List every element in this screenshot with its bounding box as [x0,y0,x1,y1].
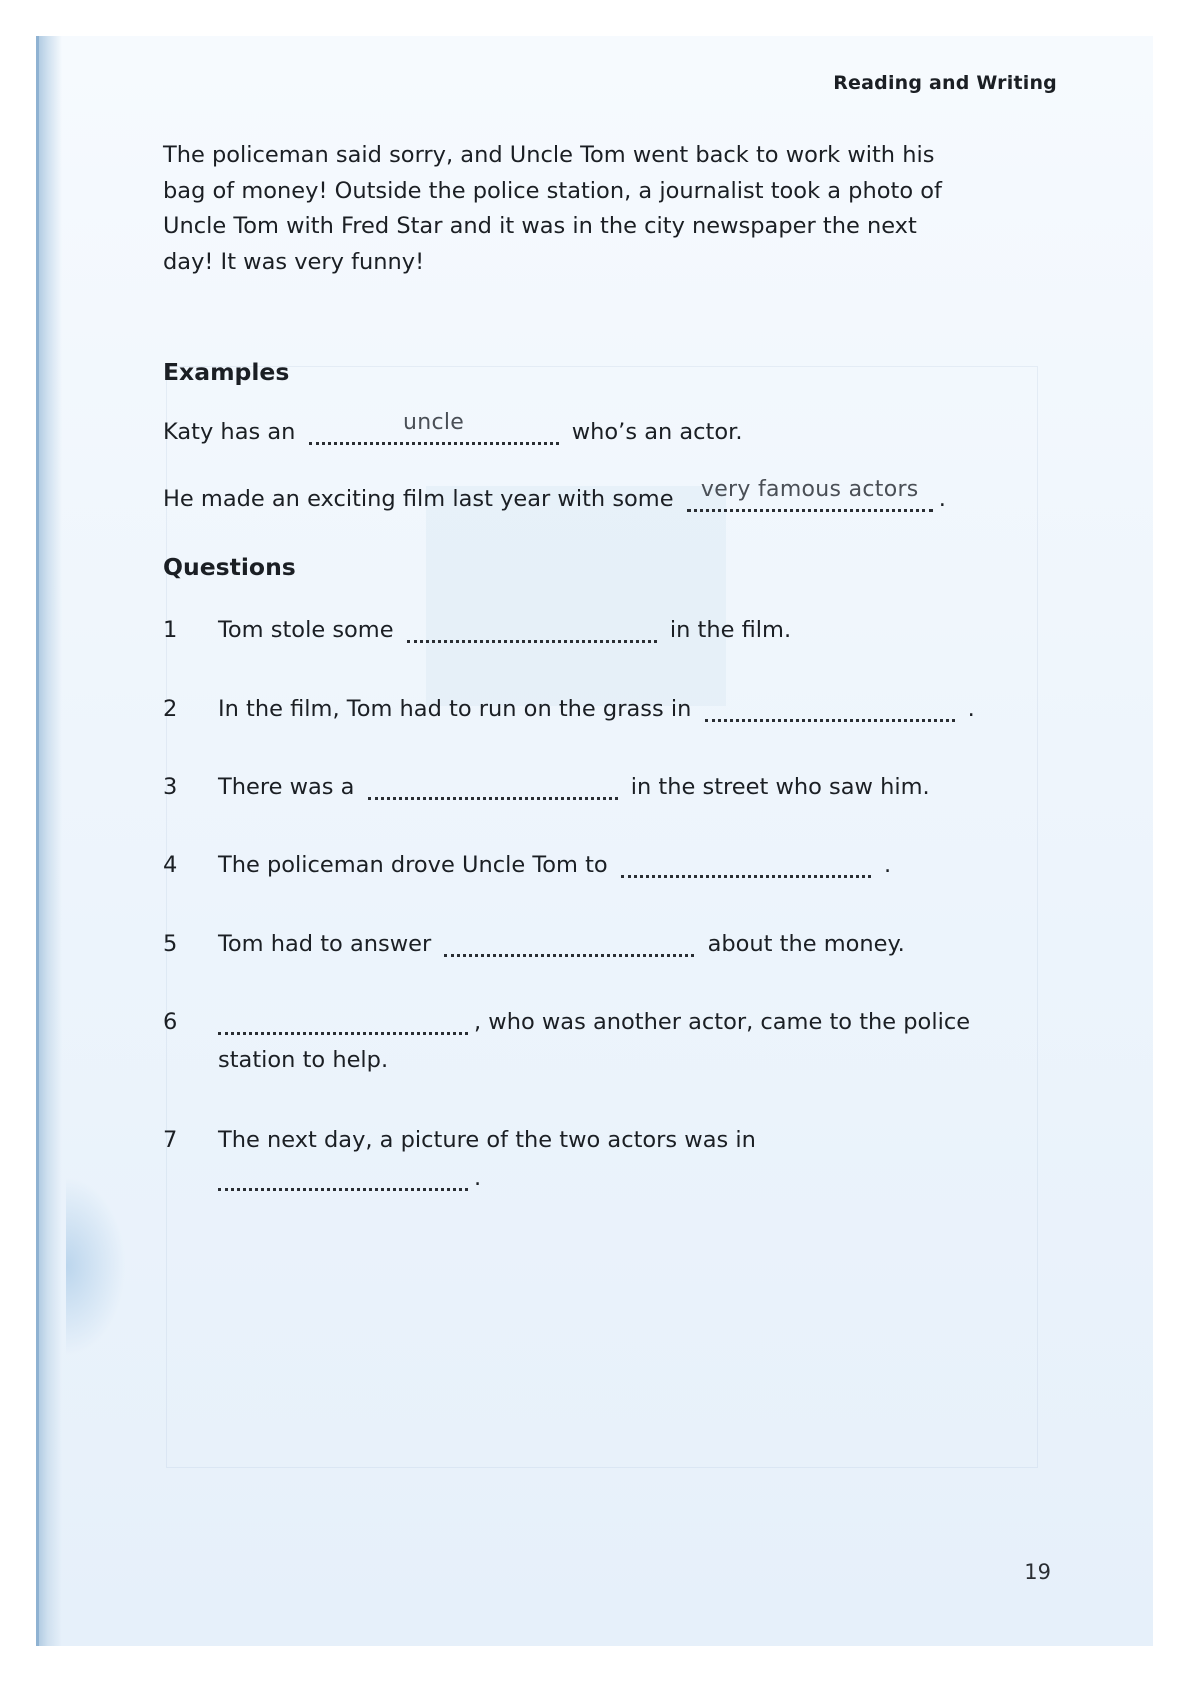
question-text [218,690,1018,728]
example-text-before: Katy has an [163,419,296,445]
answer-blank[interactable] [705,693,955,722]
workbook-page [36,36,1153,1646]
page-spine-shadow [36,36,62,1646]
question-text-before: The next day, a picture of the two actors was in [218,1127,756,1153]
question-text-before: Tom had to answer [218,931,432,957]
question-text-after: . [884,852,892,878]
story-line: Uncle Tom with Fred Star and it was in the city newspaper the next [163,213,917,239]
show-through-panel [426,486,726,706]
question-number: 2 [163,696,178,722]
example-item [163,410,743,447]
question-number: 5 [163,931,178,957]
example-answer-blank [309,410,559,445]
question-number: 3 [163,774,178,800]
question-number: 6 [163,1009,178,1035]
story-line: day! It was very funny! [163,248,425,275]
answer-blank[interactable] [407,614,657,643]
question-text [218,768,1018,806]
section-header: Reading and Writing [833,72,1057,94]
answer-blank[interactable] [218,1162,468,1191]
example-item [163,477,946,514]
question-text-after: in the street who saw him. [630,774,930,800]
question-text [218,1121,1018,1197]
question-text-after: . [967,696,975,722]
answer-blank[interactable] [444,928,694,957]
exercise-content [163,138,1033,1191]
question-text-after: . [474,1165,482,1191]
question-text-after: , who was another actor, came to the police [474,1009,971,1035]
question-text [218,1003,1018,1079]
example-text-before: He made an exciting film last year with some [163,486,674,512]
page-spine-edge [36,36,39,1646]
question-number: 7 [163,1127,178,1153]
example-text-after: who’s an actor. [571,419,743,445]
question-number: 1 [163,617,178,643]
question-text-before: There was a [218,774,355,800]
question-text [218,611,1018,649]
examples-heading: Examples [163,358,290,386]
story-line: bag of money! Outside the police station, a journalist took a photo of [163,177,942,204]
example-text-after: . [938,486,946,512]
example-handwritten-answer: uncle [403,410,465,435]
question-text-before: In the film, Tom had to run on the grass in [218,696,692,722]
story-line: The policeman said sorry, and Uncle Tom went back to work with his [163,142,935,168]
answer-blank[interactable] [218,1006,468,1035]
question-text-after: about the money. [707,931,905,957]
question-line [218,1003,1018,1041]
answer-blank[interactable] [621,849,871,878]
question-number: 4 [163,852,178,878]
story-conclusion [163,138,1033,280]
question-text-after: in the film. [669,617,792,643]
question-text-before: The policeman drove Uncle Tom to [218,852,608,878]
example-handwritten-answer: very famous actors [700,477,919,502]
answer-blank[interactable] [368,771,618,800]
page-number: 19 [1024,1560,1051,1584]
question-line-continued: station to help. [218,1047,389,1073]
questions-heading: Questions [163,553,296,581]
question-text [218,925,1018,963]
example-answer-blank [687,477,933,512]
question-line [218,1159,1018,1197]
question-text-before: Tom stole some [218,617,394,643]
page-edge-stain [66,1176,126,1356]
question-text [218,846,1018,884]
